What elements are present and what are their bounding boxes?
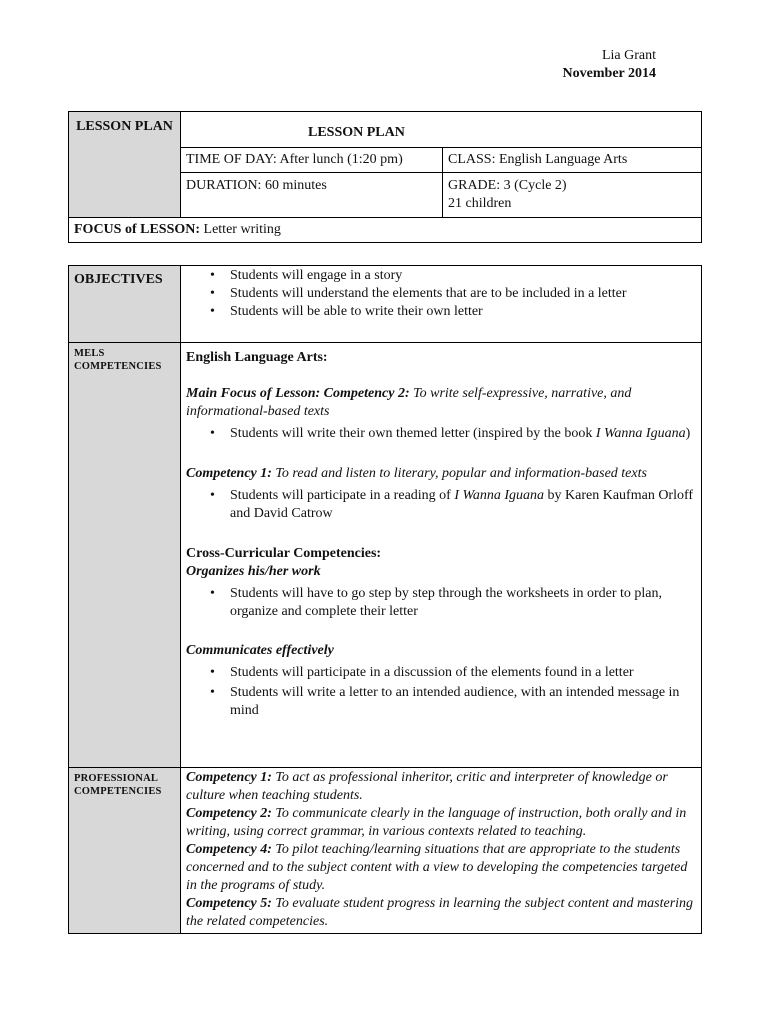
- grade-info: [443, 173, 702, 218]
- main-focus-text: To write self-expressive, narrative, and informational-based texts: [186, 386, 632, 419]
- competency-1-text: To read and listen to literary, popular and information-based texts: [275, 466, 647, 481]
- mels-competencies-label: MELS COMPETENCIES: [69, 343, 181, 768]
- professional-competency: Competency 4: To pilot teaching/learning situations that are appropriate to the students concerned and to the subject content with a view to developing the competencies targeted in the programs of study.: [186, 842, 688, 893]
- organizes-item: • Students will have to go step by step through the worksheets in order to plan, organize and complete their letter: [230, 585, 696, 621]
- organizes-heading: Organizes his/her work: [186, 564, 321, 579]
- communicates-list: [186, 664, 696, 720]
- duration: DURATION: 60 minutes: [181, 173, 443, 218]
- author-name: Lia Grant: [601, 48, 656, 63]
- main-focus: [186, 385, 696, 421]
- subject-heading: English Language Arts:: [186, 350, 328, 365]
- professional-competencies-cell: [181, 768, 702, 934]
- document-date: November 2014: [562, 66, 656, 81]
- objective-item: • Students will be able to write their own letter: [230, 303, 696, 321]
- communicates-heading: Communicates effectively: [186, 643, 334, 658]
- children-count: 21 children: [448, 196, 512, 211]
- competency-1-label: Competency 1:: [186, 466, 272, 481]
- time-of-day: TIME OF DAY: After lunch (1:20 pm): [181, 148, 443, 173]
- organizes-list: [186, 585, 696, 621]
- cross-curricular-heading: Cross-Curricular Competencies:: [186, 546, 382, 561]
- focus-label: FOCUS of LESSON:: [74, 222, 201, 237]
- main-focus-label: Main Focus of Lesson: Competency 2:: [186, 386, 410, 401]
- objectives-cell: [181, 266, 702, 343]
- main-focus-list: [186, 425, 696, 443]
- professional-competencies-label: PROFESSIONAL COMPETENCIES: [69, 768, 181, 934]
- professional-competency: Competency 2: To communicate clearly in the language of instruction, both orally and in writing, using correct grammar, in various contexts related to teaching.: [186, 806, 687, 839]
- competency-1-list: [186, 487, 696, 523]
- focus-value: Letter writing: [203, 222, 281, 237]
- objectives-list: [186, 267, 696, 321]
- professional-competency: Competency 5: To evaluate student progress in learning the subject content and mastering the related competencies.: [186, 896, 694, 929]
- communicates-item: • Students will write a letter to an intended audience, with an intended message in mind: [230, 684, 696, 720]
- professional-competency: Competency 1: To act as professional inheritor, critic and interpreter of knowledge or culture when teaching students.: [186, 770, 668, 803]
- grade: GRADE: 3 (Cycle 2): [448, 178, 567, 193]
- competency-1: [186, 465, 696, 483]
- competencies-table: [68, 265, 702, 934]
- class-subject: CLASS: English Language Arts: [443, 148, 702, 173]
- mels-competencies-cell: [181, 343, 702, 768]
- document-header: [563, 47, 656, 83]
- lesson-plan-table: [68, 111, 702, 243]
- focus-of-lesson: [69, 218, 702, 243]
- main-focus-item: • Students will write their own themed letter (inspired by the book I Wanna Iguana): [230, 425, 696, 443]
- objective-item: • Students will engage in a story: [230, 267, 696, 285]
- lesson-plan-title: LESSON PLAN: [181, 112, 702, 148]
- objectives-label: OBJECTIVES: [69, 266, 181, 343]
- lesson-plan-side-label: LESSON PLAN: [69, 112, 181, 218]
- objective-item: • Students will understand the elements that are to be included in a letter: [230, 285, 696, 303]
- competency-1-item: • Students will participate in a reading of I Wanna Iguana by Karen Kaufman Orloff and David Catrow: [230, 487, 696, 523]
- communicates-item: • Students will participate in a discussion of the elements found in a letter: [230, 664, 696, 682]
